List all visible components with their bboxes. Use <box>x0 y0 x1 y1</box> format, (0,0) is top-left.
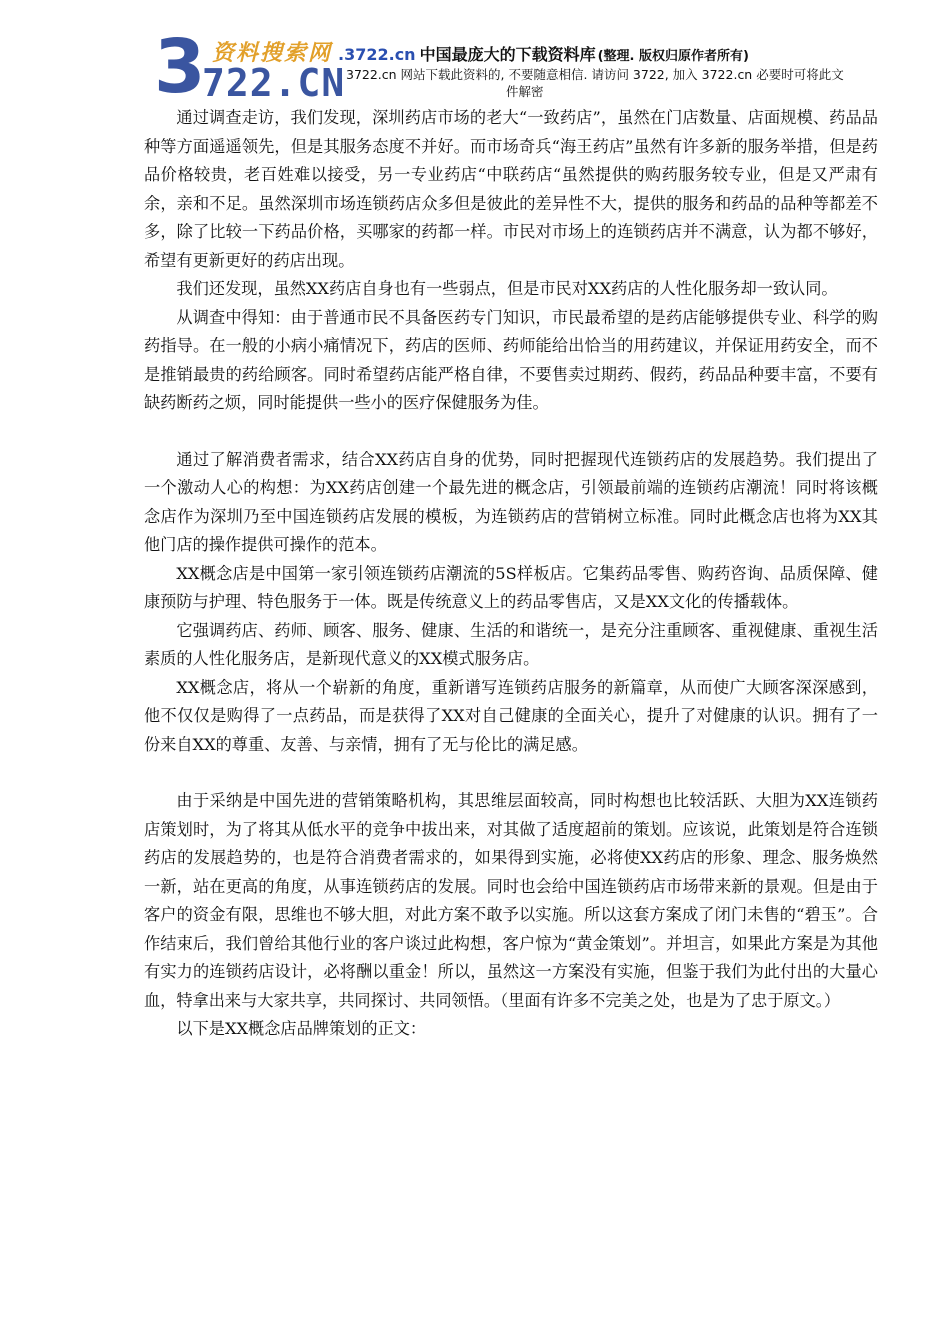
header-title-line <box>338 42 749 65</box>
paragraph: 由于采纳是中国先进的营销策略机构，其思维层面较高，同时构想也比较活跃、大胆为XX连锁药店策划时，为了将其从低水平的竞争中拔出来，对其做了适度超前的策划。应该说，此策划是符合连锁药店的发展趋势的，也是符合消费者需求的，如果得到实施，必将使XX药店的形象、理念、服务焕然一新，站在更高的角度，从事连锁药店的发展。同时也会给中国连锁药店市场带来新的景观。但是由于客户的资金有限，思维也不够大胆，对此方案不敢予以实施。所以这套方案成了闭门未售的“碧玉”。合作结束后，我们曾给其他行业的客户谈过此构想，客户惊为“黄金策划”。并坦言，如果此方案是为其他有实力的连锁药店设计，必将酬以重金！所以，虽然这一方案没有实施，但鉴于我们为此付出的大量心血，特拿出来与大家共享，共同探讨、共同领悟。（里面有许多不完美之处，也是为了忠于原文。） <box>144 791 878 1010</box>
paragraph: 从调查中得知：由于普通市民不具备医药专门知识，市民最希望的是药店能够提供专业、科学的购药指导。在一般的小病小痛情况下，药店的医师、药师能给出恰当的用药建议，并保证用药安全，而不是推销最贵的药给顾客。同时希望药店能严格自律，不要售卖过期药、假药，药品品种要丰富，不要有缺药断药之烦，同时能提供一些小的医疗保健服务为佳。 <box>144 307 878 412</box>
paragraph: 我们还发现，虽然XX药店自身也有一些弱点，但是市民对XX药店的人性化服务却一致认同。 <box>176 279 838 298</box>
notice-line-1: 3722.cn 网站下载此资料的, 不要随意相信. 请访问 3722, 加入 3722.cn 必要时可将此文 <box>346 67 844 82</box>
logo-domain: 722.CN <box>202 61 346 105</box>
site-logo[interactable] <box>150 24 350 110</box>
paragraph: XX概念店是中国第一家引领连锁药店潮流的5S样板店。它集药品零售、购药咨询、品质保障、健康预防与护理、特色服务于一体。既是传统意义上的药品零售店，又是XX文化的传播载体。 <box>144 563 878 611</box>
paragraph: 以下是XX概念店品牌策划的正文： <box>176 1019 427 1038</box>
paragraph: 通过调查走访，我们发现，深圳药店市场的老大“一致药店”，虽然在门店数量、店面规模、药品品种等方面遥遥领先，但是其服务态度不并好。而市场奇兵“海王药店”虽然有许多新的服务举措，但是药品价格较贵，老百姓难以接受，另一专业药店“中联药店“虽然提供的购药服务较专业，但是又严肃有余，亲和不足。虽然深圳市场连锁药店众多但是彼此的差异性不大，提供的服务和药品的品种等都差不多，除了比较一下药品价格，买哪家的药都一样。市民对市场上的连锁药店并不满意，认为都不够好，希望有更新更好的药店出现。 <box>144 108 878 270</box>
site-link[interactable]: .3722.cn <box>338 45 416 64</box>
logo-slogan: 资料搜索网 <box>212 40 333 66</box>
paragraph: 通过了解消费者需求，结合XX药店自身的优势，同时把握现代连锁药店的发展趋势。我们提出了一个激动人心的构想：为XX药店创建一个最先进的概念店，引领最前端的连锁药店潮流！同时将该概念店作为深圳乃至中国连锁药店发展的模板，为连锁药店的营销树立标准。同时此概念店也将为XX其他门店的操作提供可操作的范本。 <box>144 449 878 554</box>
paragraph: XX概念店，将从一个崭新的角度，重新谱写连锁药店服务的新篇章，从而使广大顾客深深感到，他不仅仅是购得了一点药品，而是获得了XX对自己健康的全面关心，提升了对健康的认识。拥有了一份来自XX的尊重、友善、与亲情，拥有了无与伦比的满足感。 <box>144 677 878 754</box>
download-notice <box>346 66 886 100</box>
paragraph: 它强调药店、药师、顾客、服务、健康、生活的和谐统一，是充分注重顾客、重视健康、重视生活素质的人性化服务店，是新现代意义的XX模式服务店。 <box>144 620 878 668</box>
logo-digit: 3 <box>154 24 206 110</box>
header-title: 中国最庞大的下载资料库 <box>419 45 596 64</box>
page-header <box>150 24 890 110</box>
document-body <box>144 104 878 1044</box>
notice-line-2: 件解密 <box>506 84 544 99</box>
copyright-note: (整理. 版权归原作者所有) <box>597 49 749 64</box>
